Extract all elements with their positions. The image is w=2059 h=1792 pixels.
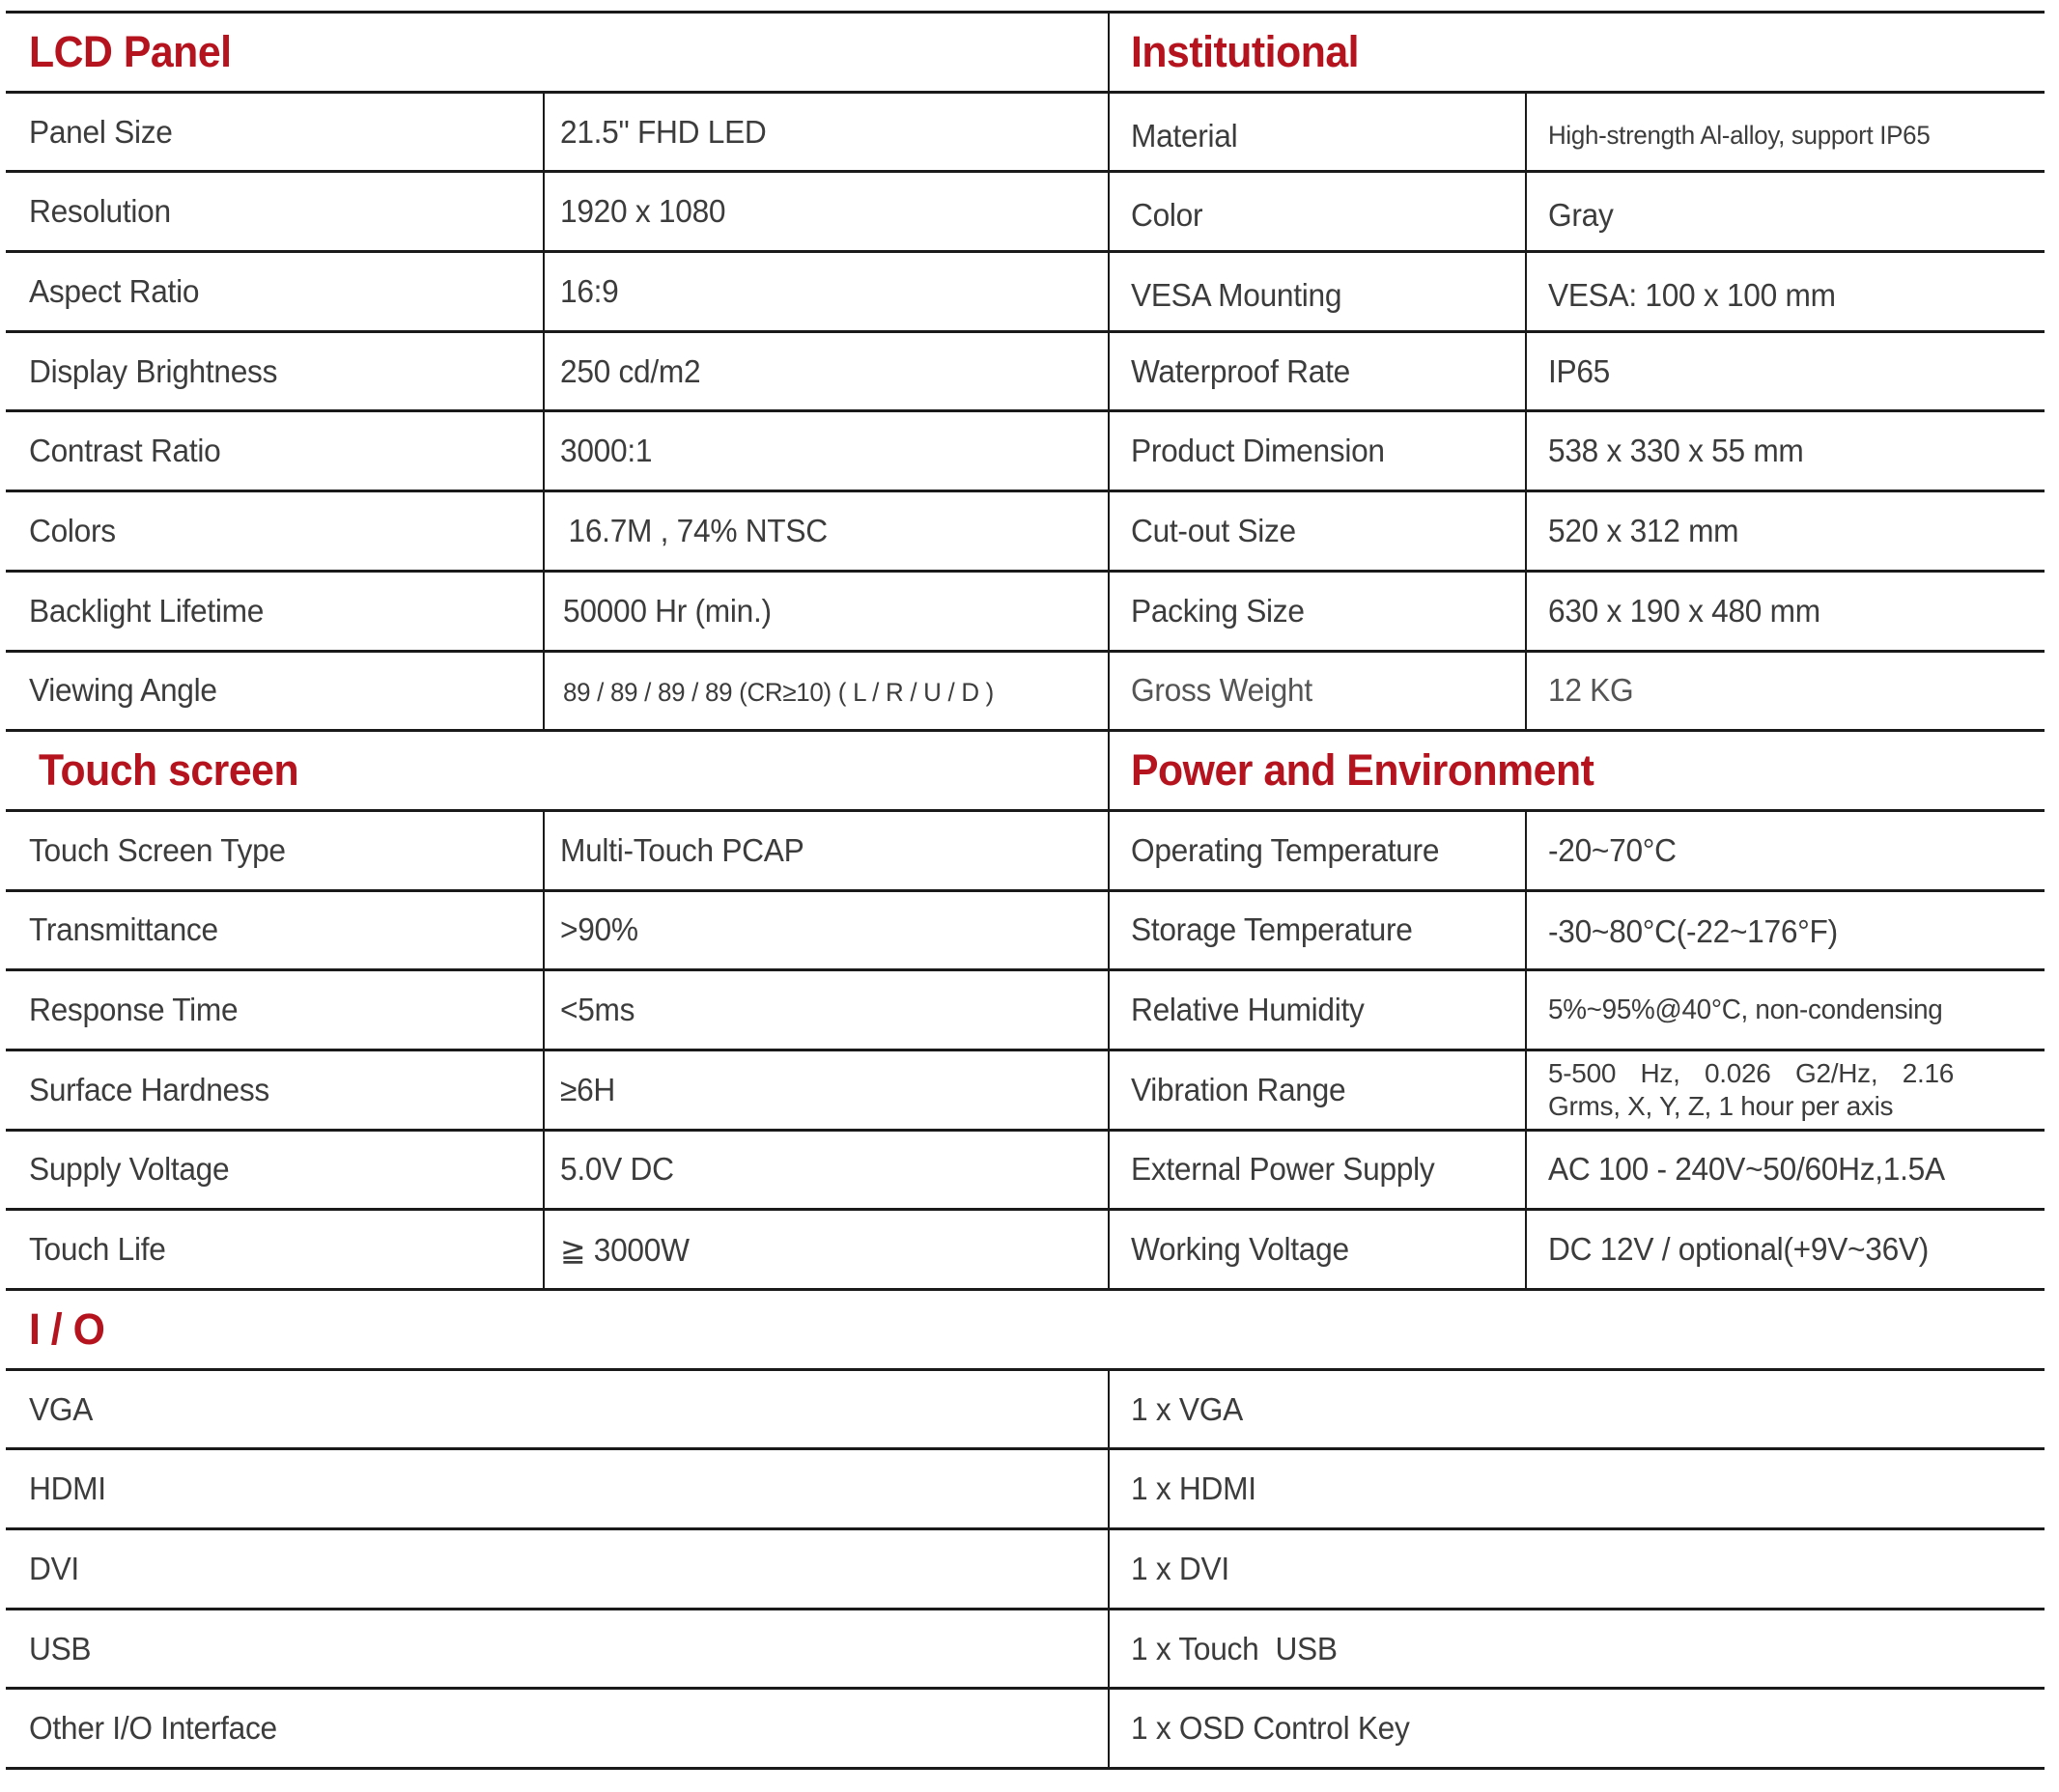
spec-value: 5.0V DC [560,1151,674,1188]
spec-label: External Power Supply [1131,1151,1435,1188]
section-title-touch-screen: Touch screen [39,745,299,796]
io-label: HDMI [29,1470,106,1507]
spec-value: AC 100 - 240V~50/60Hz,1.5A [1548,1151,1945,1188]
header-row-io [6,1288,2045,1368]
spec-value: 5-500 Hz, 0.026 G2/Hz, 2.16 Grms, X, Y, Z, 1 hour per axis [1548,1057,1954,1121]
spec-label: VESA Mounting [1131,276,1342,313]
io-value: 1 x OSD Control Key [1131,1710,1410,1747]
header-row-lcd-institutional [6,11,2045,91]
table-row [6,1687,2045,1770]
spec-value: 16.7M , 74% NTSC [560,512,828,548]
table-row [6,490,2045,570]
spec-value: 3000:1 [560,433,653,469]
spec-value: Gray [1548,197,1614,234]
spec-value: 16:9 [560,272,619,309]
spec-label: Gross Weight [1131,672,1312,709]
io-label: DVI [29,1550,79,1586]
spec-value: 520 x 312 mm [1548,512,1739,548]
table-row [6,250,2045,330]
spec-value: ≥6H [560,1071,616,1107]
spec-label: Vibration Range [1131,1071,1346,1107]
spec-value: 50000 Hr (min.) [563,592,772,629]
spec-value: -20~70°C [1548,831,1677,868]
table-row [6,1608,2045,1688]
spec-label: Supply Voltage [29,1151,230,1188]
spec-value: VESA: 100 x 100 mm [1548,276,1836,313]
spec-label: Waterproof Rate [1131,352,1350,389]
spec-value: >90% [560,911,638,948]
spec-label: Display Brightness [29,352,278,389]
io-value: 1 x HDMI [1131,1470,1256,1507]
io-value: 1 x Touch USB [1131,1630,1338,1666]
spec-label: Backlight Lifetime [29,592,265,629]
spec-label: Panel Size [29,113,173,150]
table-row [6,570,2045,650]
spec-value: Multi-Touch PCAP [560,831,804,868]
spec-label: Aspect Ratio [29,272,200,309]
spec-label: Packing Size [1131,592,1305,629]
spec-value: 1920 x 1080 [560,193,726,230]
spec-label: Storage Temperature [1131,911,1413,948]
table-row [6,968,2045,1049]
table-row [6,650,2045,730]
table-row [6,809,2045,889]
io-label: USB [29,1630,92,1666]
section-title-institutional: Institutional [1131,26,1360,76]
spec-label: Transmittance [29,911,218,948]
spec-label: Color [1131,197,1203,234]
spec-value: 21.5" FHD LED [560,113,767,150]
section-title-power-environment: Power and Environment [1131,745,1594,796]
spec-value: High-strength Al-alloy, support IP65 [1548,121,1931,151]
spec-label: Working Voltage [1131,1231,1349,1268]
spec-label: Response Time [29,992,239,1028]
table-row [6,91,2045,171]
spec-label: Viewing Angle [29,672,217,709]
io-value: 1 x DVI [1131,1550,1229,1586]
table-row [6,1527,2045,1608]
spec-label: Cut-out Size [1131,512,1296,548]
io-label: Other I/O Interface [29,1710,277,1747]
table-row [6,1049,2045,1129]
spec-label: Colors [29,512,116,548]
header-row-touch-power [6,729,2045,809]
spec-value: -30~80°C(-22~176°F) [1548,913,1838,950]
io-label: VGA [29,1390,94,1427]
table-row [6,1208,2045,1288]
spec-label: Touch Life [29,1231,166,1268]
table-row [6,409,2045,490]
table-row [6,170,2045,250]
spec-value: DC 12V / optional(+9V~36V) [1548,1231,1930,1268]
spec-value: ≧ 3000W [560,1231,690,1268]
spec-label: Relative Humidity [1131,992,1365,1028]
spec-value: 538 x 330 x 55 mm [1548,433,1804,469]
spec-label: Resolution [29,193,171,230]
spec-label: Material [1131,117,1238,154]
spec-value: 630 x 190 x 480 mm [1548,592,1820,629]
spec-label: Product Dimension [1131,433,1385,469]
spec-label: Surface Hardness [29,1071,269,1107]
spec-label: Touch Screen Type [29,831,286,868]
spec-value: 89 / 89 / 89 / 89 (CR≥10) ( L / R / U / D ) [563,677,995,707]
table-row [6,1447,2045,1527]
section-title-io: I / O [29,1303,105,1354]
spec-label: Contrast Ratio [29,433,221,469]
table-row [6,1368,2045,1448]
spec-value: IP65 [1548,352,1611,389]
io-value: 1 x VGA [1131,1390,1243,1427]
table-row [6,1129,2045,1209]
table-row [6,889,2045,969]
spec-value: 12 KG [1548,672,1634,709]
table-row [6,330,2045,410]
spec-label: Operating Temperature [1131,831,1440,868]
section-title-lcd-panel: LCD Panel [29,26,232,76]
spec-value: <5ms [560,992,635,1028]
spec-value: 250 cd/m2 [560,352,701,389]
spec-sheet [6,11,2045,1770]
spec-value: 5%~95%@40°C, non-condensing [1548,994,1943,1025]
